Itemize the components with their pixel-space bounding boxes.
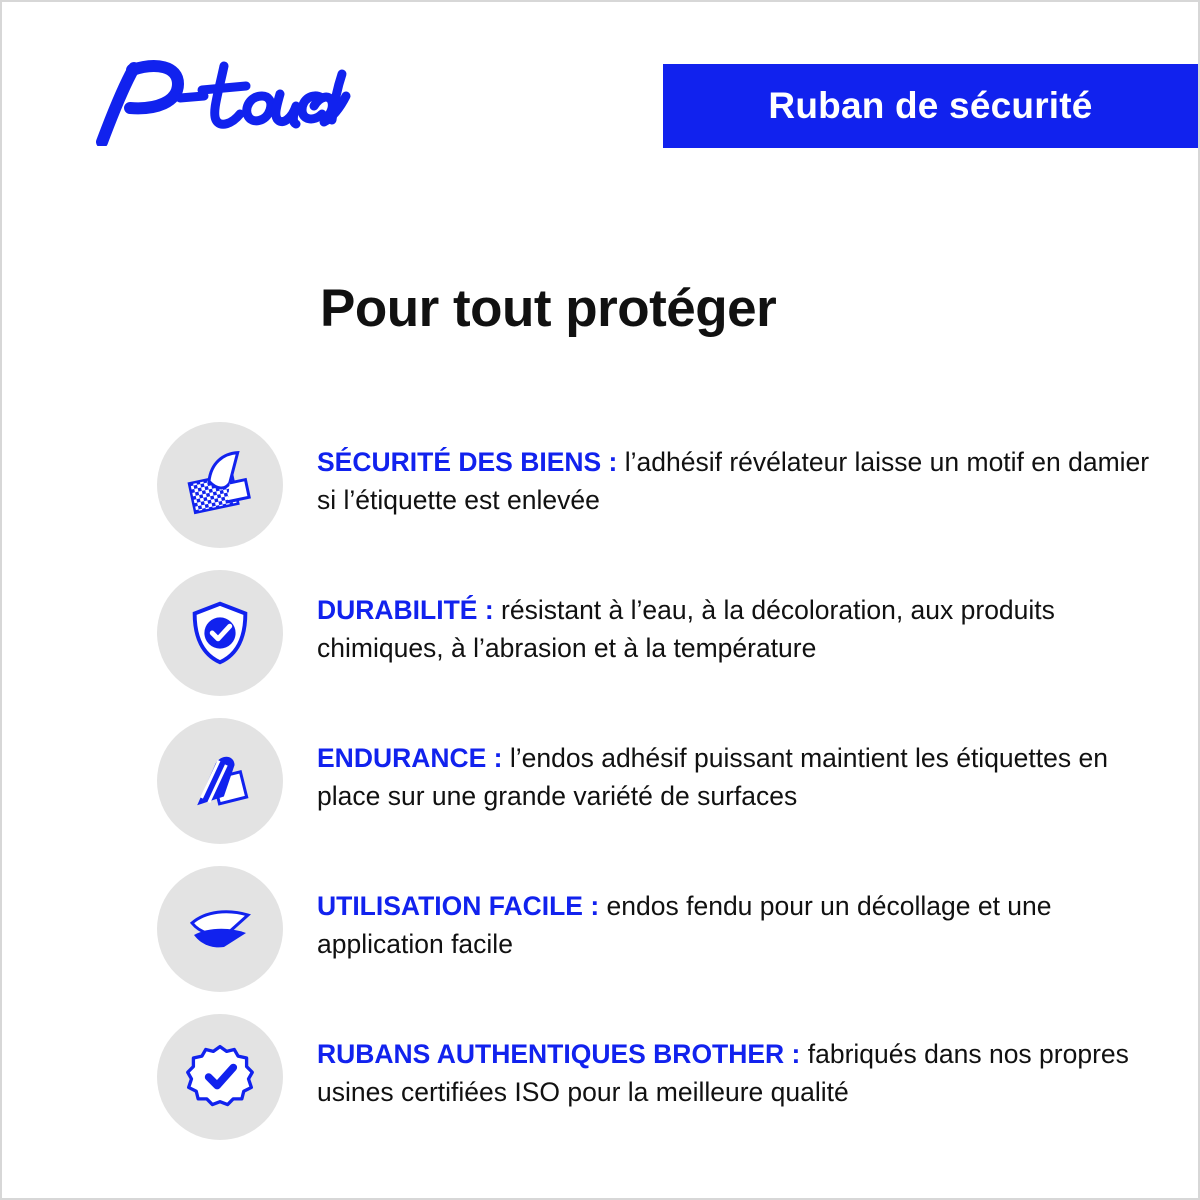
feature-text	[283, 866, 1157, 963]
feature-item	[157, 1014, 1157, 1140]
page-header	[2, 2, 1198, 162]
feature-text	[283, 1014, 1157, 1111]
certified-badge-check-icon	[157, 1014, 283, 1140]
feature-item	[157, 422, 1157, 548]
category-banner-label: Ruban de sécurité	[768, 85, 1093, 126]
feature-label: RUBANS AUTHENTIQUES BROTHER :	[317, 1039, 801, 1069]
feature-text	[283, 570, 1157, 667]
strong-adhesive-icon	[157, 718, 283, 844]
feature-text	[283, 718, 1157, 815]
ptouch-logo	[74, 54, 354, 144]
feature-body: endos fendu pour un décollage et une application facile	[317, 891, 1052, 959]
feature-label: SÉCURITÉ DES BIENS :	[317, 447, 618, 477]
shield-check-icon	[157, 570, 283, 696]
split-backing-peel-icon	[157, 866, 283, 992]
feature-item	[157, 570, 1157, 696]
page-title: Pour tout protéger	[320, 278, 777, 338]
feature-body: l’endos adhésif puissant maintient les étiquettes en place sur une grande variété de surfaces	[317, 743, 1108, 811]
feature-body: l’adhésif révélateur laisse un motif en damier si l’étiquette est enlevée	[317, 447, 1150, 515]
feature-item	[157, 718, 1157, 844]
feature-label: UTILISATION FACILE :	[317, 891, 600, 921]
feature-list	[157, 422, 1157, 1162]
tamper-evident-label-icon	[157, 422, 283, 548]
category-banner	[663, 64, 1198, 148]
feature-label: ENDURANCE :	[317, 743, 503, 773]
feature-body: résistant à l’eau, à la décoloration, aux produits chimiques, à l’abrasion et à la température	[317, 595, 1055, 663]
feature-label: DURABILITÉ :	[317, 595, 494, 625]
feature-text	[283, 422, 1157, 519]
feature-body: fabriqués dans nos propres usines certifiées ISO pour la meilleure qualité	[317, 1039, 1129, 1107]
feature-item	[157, 866, 1157, 992]
